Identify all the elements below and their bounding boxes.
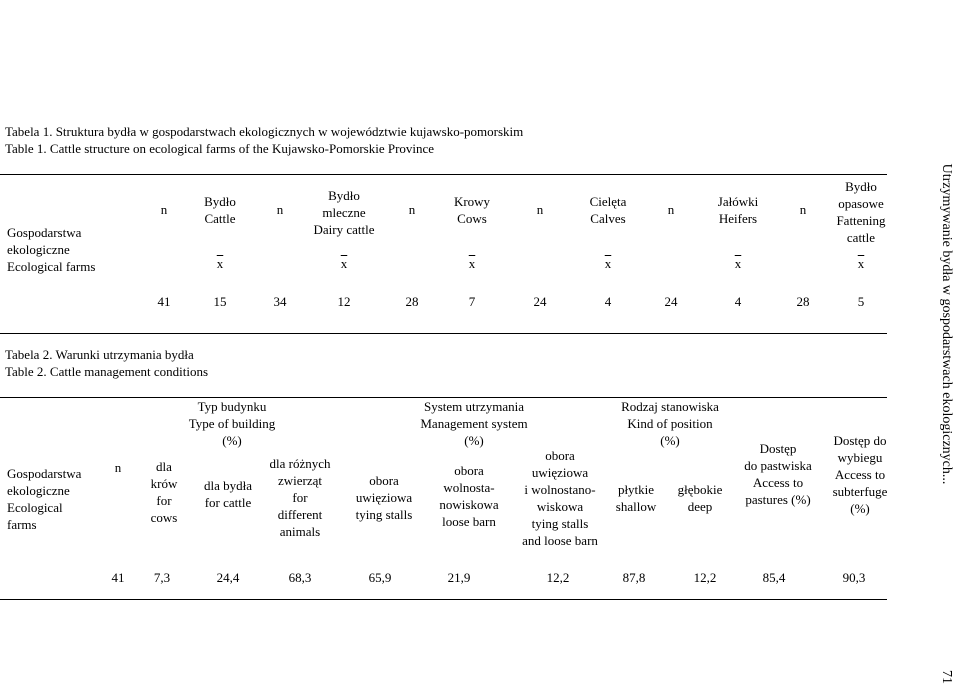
table1-mean-label: $\overline{x}$ xyxy=(340,255,348,271)
table1-n-label: n xyxy=(160,201,168,217)
table1-fattening-mean: 5 xyxy=(857,293,865,309)
table1-heifers-n: 24 xyxy=(664,293,678,309)
table1-header-calves: Cielęta Calves xyxy=(589,194,627,226)
table2-header-subterfuge-access: Dostęp do wybiegu Access to subterfuge (%) xyxy=(832,432,888,516)
table2-subterfuge-value: 90,3 xyxy=(842,569,866,585)
table2-header-tying-and-loose-barn: obora uwięziowa i wolnostano- wiskowa tying stalls and loose barn xyxy=(522,448,598,548)
table2-header-for-cows: dla krów for cows xyxy=(150,459,178,525)
table1-mean-label: $\overline{x}$ xyxy=(468,255,476,271)
table1-dairy-n: 34 xyxy=(273,293,287,309)
page-number: 71 xyxy=(939,670,954,684)
table1-mean-label: $\overline{x}$ xyxy=(734,255,742,271)
table1-n-label: n xyxy=(276,201,284,217)
table2-tying-and-loose-value: 12,2 xyxy=(546,569,570,585)
table1-caption-english: Table 1. Cattle structure on ecological farms of the Kujawsko-Pomorskie Province xyxy=(5,141,435,156)
table2-header-for-different-animals: dla różnych zwierząt for different animals xyxy=(269,455,331,539)
table1-dairy-mean: 12 xyxy=(337,293,351,309)
table2-deep-value: 12,2 xyxy=(693,569,717,585)
table1-top-rule xyxy=(0,174,887,175)
table2-tying-stalls-value: 65,9 xyxy=(368,569,392,585)
table2-header-loose-barn: obora wolnosta- nowiskowa loose barn xyxy=(439,463,499,529)
table2-for-cows-value: 7,3 xyxy=(153,569,171,585)
table2-n-value: 41 xyxy=(111,569,125,585)
table2-loose-barn-value: 21,9 xyxy=(447,569,471,585)
table2-pasture-value: 85,4 xyxy=(762,569,786,585)
table1-n-label: n xyxy=(667,201,675,217)
table2-header-building-type: Typ budynku Type of building (%) xyxy=(188,398,276,448)
table1-cows-n: 28 xyxy=(405,293,419,309)
table1-heifers-mean: 4 xyxy=(734,293,742,309)
table1-mean-label: $\overline{x}$ xyxy=(216,255,224,271)
table1-farms-header: Gospodarstwa ekologiczne Ecological farms xyxy=(7,224,96,274)
table1-mean-label: $\overline{x}$ xyxy=(604,255,612,271)
running-header xyxy=(934,0,958,688)
table2-header-deep: głębokie deep xyxy=(677,482,723,514)
table1-calves-n: 24 xyxy=(533,293,547,309)
table1-header-fattening-cattle: Bydło opasowe Fattening cattle xyxy=(836,179,886,245)
table2-header-pasture-access: Dostęp do pastwiska Access to pastures (%) xyxy=(744,441,812,507)
table2-farms-header: Gospodarstwa ekologiczne Ecological farms xyxy=(7,466,82,532)
table2-header-kind-of-position: Rodzaj stanowiska Kind of position (%) xyxy=(621,398,719,448)
table1-fattening-n: 28 xyxy=(796,293,810,309)
table2-n-label: n xyxy=(114,459,122,475)
table1-bottom-rule xyxy=(0,333,887,334)
table1-caption-polish: Tabela 1. Struktura bydła w gospodarstwach ekologicznych w województwie kujawsko-pomorskim xyxy=(5,124,524,139)
table2-caption-polish: Tabela 2. Warunki utrzymania bydła xyxy=(5,347,194,362)
table2-caption-english: Table 2. Cattle management conditions xyxy=(5,364,209,379)
table1-header-dairy-cattle: Bydło mleczne Dairy cattle xyxy=(313,187,375,237)
table1-header-cows: Krowy Cows xyxy=(453,194,491,226)
table1-calves-mean: 4 xyxy=(604,293,612,309)
table2-for-cattle-value: 24,4 xyxy=(216,569,240,585)
table2-shallow-value: 87,8 xyxy=(622,569,646,585)
table1-cattle-n: 41 xyxy=(157,293,171,309)
running-title: Utrzymywanie bydła w gospodarstwach ekologicznych... xyxy=(939,163,954,485)
table1-header-cattle: Bydło Cattle xyxy=(204,194,236,226)
table2-header-management-system: System utrzymania Management system (%) xyxy=(420,398,528,448)
table1-cows-mean: 7 xyxy=(468,293,476,309)
table1-n-label: n xyxy=(408,201,416,217)
table1-mean-label: $\overline{x}$ xyxy=(857,255,865,271)
table2-bottom-rule xyxy=(0,599,887,600)
table2-header-shallow: płytkie shallow xyxy=(615,482,657,514)
table2-for-different-value: 68,3 xyxy=(288,569,312,585)
table1-cattle-mean: 15 xyxy=(213,293,227,309)
table1-n-label: n xyxy=(799,201,807,217)
table1-n-label: n xyxy=(536,201,544,217)
table2-header-tying-stalls: obora uwięziowa tying stalls xyxy=(355,472,413,522)
table2-header-for-cattle: dla bydła for cattle xyxy=(203,478,252,510)
table1-header-heifers: Jałówki Heifers xyxy=(717,194,759,226)
